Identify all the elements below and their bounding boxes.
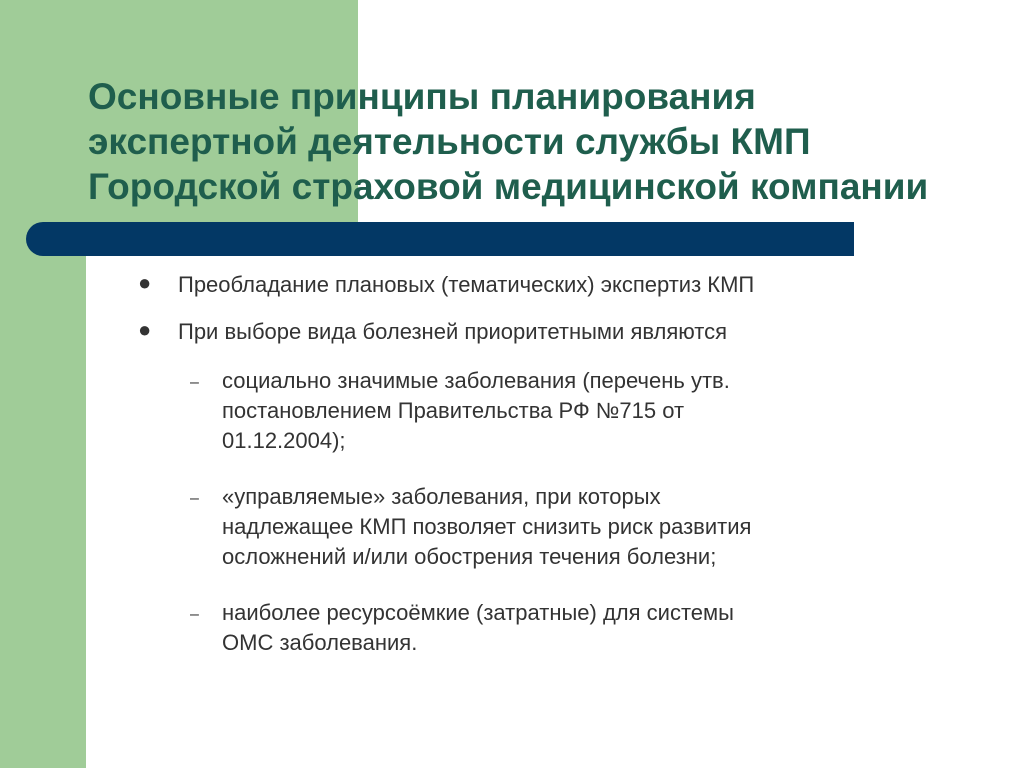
- title-line: Городской страховой медицинской компании: [88, 166, 929, 207]
- dash-marker-icon: –: [190, 606, 199, 623]
- sub-bullet-line: постановлением Правительства РФ №715 от: [222, 398, 685, 423]
- sub-bullet-line: осложнений и/или обострения течения болезни;: [222, 544, 717, 569]
- bullet-item: Преобладание плановых (тематических) экспертиз КМП: [178, 272, 755, 297]
- sub-bullet-item: [222, 366, 942, 456]
- sub-bullet-item: [222, 482, 942, 572]
- title-line: Основные принципы планирования: [88, 76, 756, 117]
- sub-bullet-line: «управляемые» заболевания, при которых: [222, 484, 661, 509]
- sub-bullet-item: [222, 598, 942, 658]
- sub-bullet-line: надлежащее КМП позволяет снизить риск развития: [222, 514, 752, 539]
- dash-marker-icon: –: [190, 490, 199, 507]
- sub-bullet-line: ОМС заболевания.: [222, 630, 418, 655]
- bullet-dot-icon: ●: [138, 317, 152, 342]
- sub-bullet-line: наиболее ресурсоёмкие (затратные) для системы: [222, 600, 734, 625]
- bullet-dot-icon: ●: [138, 270, 152, 295]
- sub-bullet-line: 01.12.2004);: [222, 428, 346, 453]
- sub-bullet-line: социально значимые заболевания (перечень утв.: [222, 368, 730, 393]
- dash-marker-icon: –: [190, 374, 199, 391]
- title-line: экспертной деятельности службы КМП: [88, 121, 811, 162]
- bullet-item: При выборе вида болезней приоритетными являются: [178, 319, 728, 344]
